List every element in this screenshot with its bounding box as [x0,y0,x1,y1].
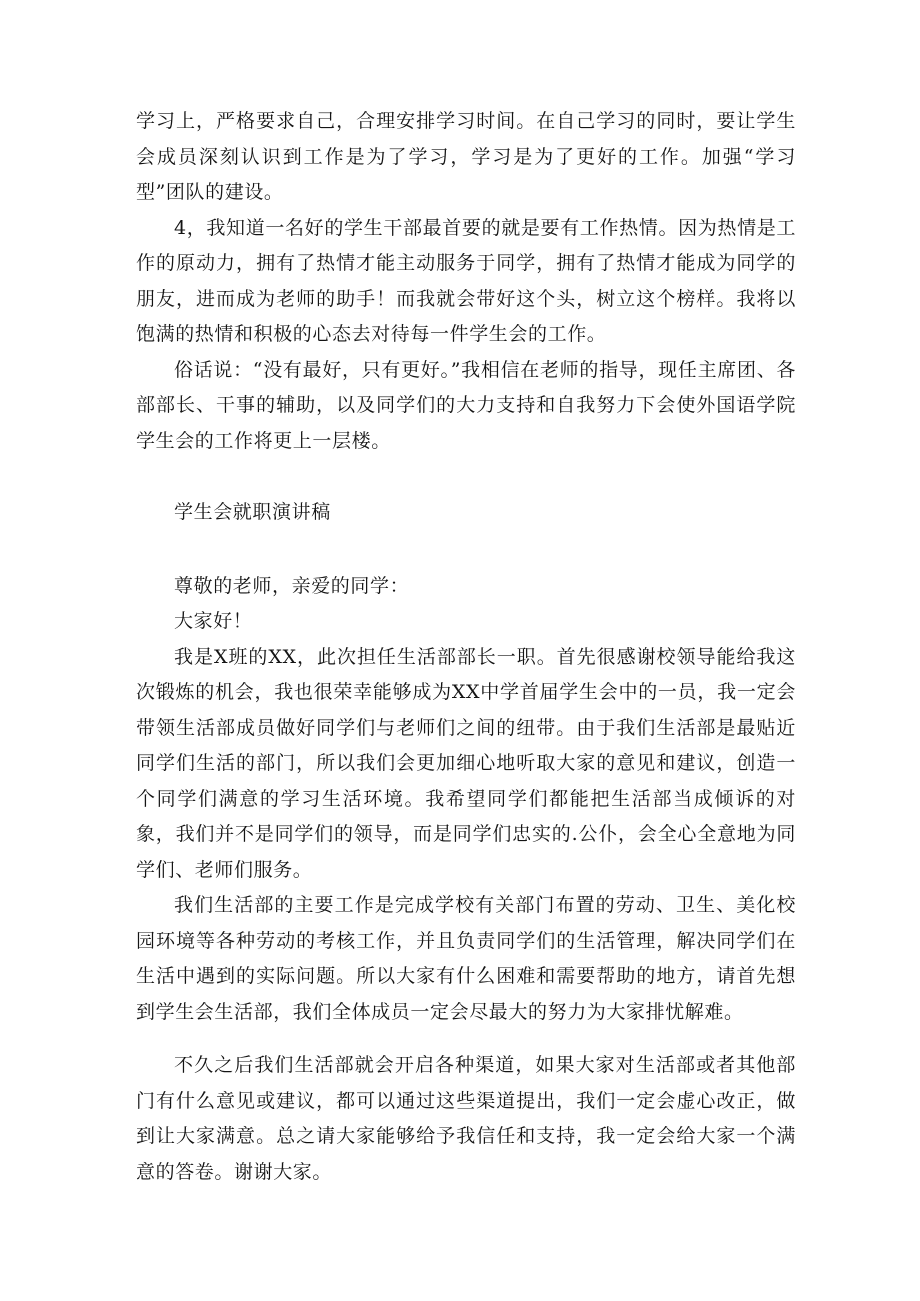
body-paragraph-duties: 我们生活部的主要工作是完成学校有关部门布置的劳动、卫生、美化校园环境等各种劳动的考核工作，并且负责同学们的生活管理，解决同学们在生活中遇到的实际问题。所以大家有什么困难和需要帮助的地方，请首先想到学生会生活部，我们全体成员一定会尽最大的努力为大家排忧解难。 [136,894,796,1023]
document-page [136,104,796,1190]
greeting: 大家好！ [174,610,253,632]
paragraph-proverb: 俗话说：“没有最好，只有更好。”我相信在老师的指导，现任主席团、各部部长、干事的辅助，以及同学们的大力支持和自我努力下会使外国语学院学生会的工作将更上一层楼。 [136,358,796,452]
paragraph-enthusiasm: 4，我知道一名好的学生干部最首要的就是要有工作热情。因为热情是工作的原动力，拥有了热情才能主动服务于同学，拥有了热情才能成为同学的朋友，进而成为老师的助手！而我就会带好这个头，树立这个榜样。我将以饱满的热情和积极的心态去对待每一件学生会的工作。 [136,216,796,345]
body-paragraph-closing: 不久之后我们生活部就会开启各种渠道，如果大家对生活部或者其他部门有什么意见或建议，都可以通过这些渠道提出，我们一定会虚心改正，做到让大家满意。总之请大家能够给予我信任和支持，我一定会给大家一个满意的答卷。谢谢大家。 [136,1054,796,1183]
paragraph-study: 学习上，严格要求自己，合理安排学习时间。在自己学习的同时，要让学生会成员深刻认识到工作是为了学习，学习是为了更好的工作。加强“学习型”团队的建设。 [136,110,796,203]
body-paragraph-intro: 我是X班的XX，此次担任生活部部长一职。首先很感谢校领导能给我这次锻炼的机会，我也很荣幸能够成为XX中学首届学生会中的一员，我一定会带领生活部成员做好同学们与老师们之间的纽带。由于我们生活部是最贴近同学们生活的部门，所以我们会更加细心地听取大家的意见和建议，创造一个同学们满意的学习生活环境。我希望同学们都能把生活部当成倾诉的对象，我们并不是同学们的领导，而是同学们忠实的.公仆，会全心全意地为同学们、老师们服务。 [136,645,796,881]
salutation: 尊敬的老师，亲爱的同学： [174,574,410,597]
speech-title: 学生会就职演讲稿 [174,501,331,523]
